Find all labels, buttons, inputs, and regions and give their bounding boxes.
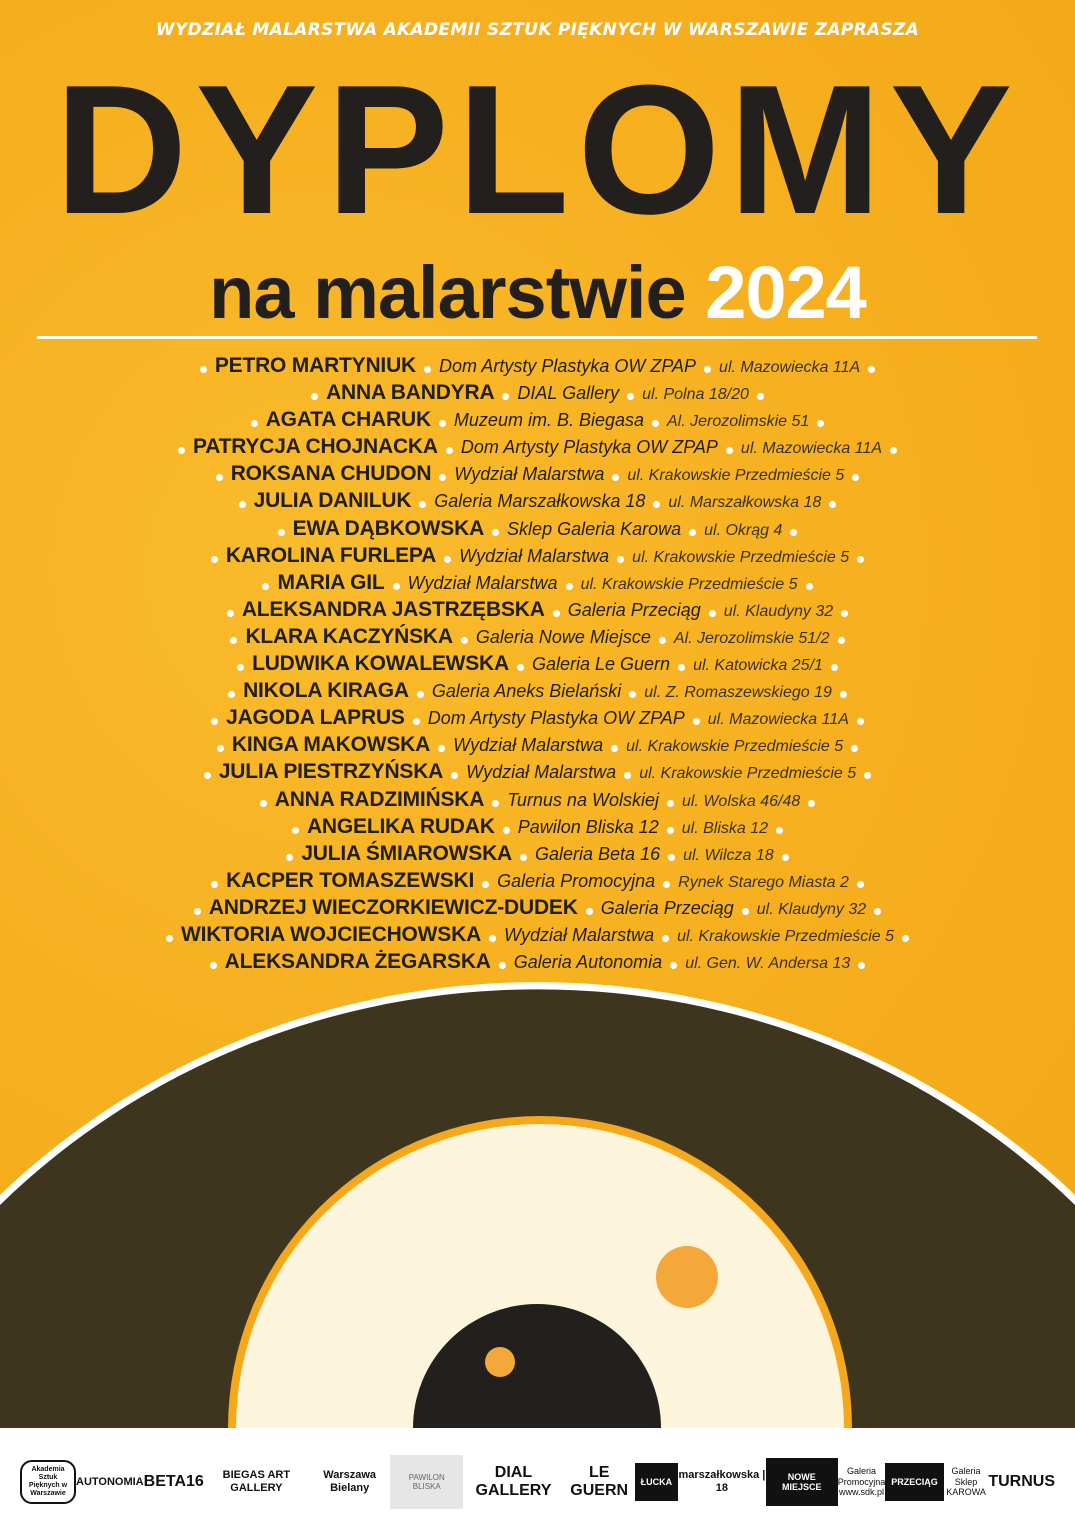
venue-address: ul. Marszałkowska 18 — [668, 494, 822, 512]
sponsor-logo: Warszawa Bielany — [323, 1469, 377, 1494]
venue-address: ul. Klaudyny 32 — [756, 900, 867, 918]
sponsor-logo: BIEGAS ART GALLERY — [222, 1469, 291, 1494]
venue-address: ul. Mazowiecka 11A — [740, 440, 883, 458]
poster-subtitle: WYDZIAŁ MALARSTWA AKADEMII SZTUK PIĘKNYCH W WARSZAWIE ZAPRASZA — [155, 20, 920, 40]
venue-name: Galeria Marszałkowska 18 — [434, 491, 646, 512]
sponsor-logo: ŁUCKA — [635, 1463, 679, 1501]
venue-address: ul. Bliska 12 — [681, 819, 769, 837]
sponsor-logo: PAWILON BLISKA — [390, 1455, 463, 1509]
sponsor-logo: Akademia Sztuk Pięknych w Warszawie — [20, 1460, 76, 1504]
artist-name: ALEKSANDRA JASTRZĘBSKA — [241, 597, 545, 621]
venue-address: ul. Polna 18/20 — [642, 386, 749, 404]
venue-name: Dom Artysty Plastyka OW ZPAP — [427, 708, 685, 729]
artist-name: ANNA BANDYRA — [326, 381, 495, 405]
artist-name: KACPER TOMASZEWSKI — [226, 868, 475, 892]
artist-name: JULIA DANILUK — [253, 489, 412, 513]
venue-address: ul. Krakowskie Przedmieście 5 — [639, 765, 857, 783]
venue-name: Muzeum im. B. Biegasa — [453, 410, 644, 431]
artist-name: EWA DĄBKOWSKA — [292, 516, 485, 540]
venue-address: Rynek Starego Miasta 2 — [678, 873, 849, 891]
artist-name: ROKSANA CHUDON — [230, 462, 432, 486]
sponsor-logo: Galeria Sklep KAROWA — [946, 1466, 986, 1498]
venue-name: Galeria Aneks Bielański — [431, 681, 622, 702]
venue-name: DIAL Gallery — [517, 383, 620, 404]
poster-title: DYPLOMY — [54, 46, 1021, 252]
sponsor-logo: BETA16 — [143, 1472, 204, 1490]
artist-name: MARIA GIL — [277, 570, 385, 594]
venue-address: ul. Krakowskie Przedmieście 5 — [627, 467, 845, 485]
sponsor-logo: Galeria Promocyjna www.sdk.pl — [837, 1466, 886, 1498]
sponsor-logo: DIAL GALLERY — [475, 1463, 552, 1499]
artist-name: WIKTORIA WOJCIECHOWSKA — [180, 922, 482, 946]
artist-name: ANGELIKA RUDAK — [306, 814, 495, 838]
artist-name: AGATA CHARUK — [265, 408, 431, 432]
venue-name: Galeria Beta 16 — [535, 843, 661, 864]
venue-name: Wydział Malarstwa — [454, 464, 605, 485]
venue-address: Al. Jerozolimskie 51/2 — [673, 629, 830, 647]
venue-address: ul. Klaudyny 32 — [723, 602, 834, 620]
venue-name: Wydział Malarstwa — [504, 924, 655, 945]
venue-address: ul. Mazowiecka 11A — [719, 359, 861, 376]
venue-name: Galeria Autonomia — [513, 952, 663, 973]
sponsor-logo: marszałkowska | 18 — [678, 1469, 766, 1494]
venue-name: Galeria Nowe Miejsce — [475, 626, 651, 647]
artist-name: NIKOLA KIRAGA — [243, 679, 409, 703]
artist-name: JULIA PIESTRZYŃSKA — [218, 760, 444, 784]
artist-name: PATRYCJA CHOJNACKA — [192, 435, 438, 459]
sponsor-logo: LE GUERN — [570, 1463, 629, 1499]
artist-name: ALEKSANDRA ŻEGARSKA — [224, 950, 491, 974]
venue-name: Galeria Przeciąg — [600, 897, 734, 918]
artist-name: KAROLINA FURLEPA — [225, 543, 437, 567]
sponsor-logos — [0, 1428, 1075, 1536]
sponsor-logo: TURNUS — [988, 1472, 1055, 1490]
title-subline: na malarstwie — [209, 251, 686, 334]
venue-address: ul. Wilcza 18 — [683, 846, 774, 864]
title-year: 2024 — [705, 251, 866, 334]
orange-dot-small — [485, 1347, 515, 1377]
artist-name: PETRO MARTYNIUK — [214, 354, 416, 377]
venue-name: Galeria Le Guern — [531, 654, 671, 675]
venue-address: ul. Krakowskie Przedmieście 5 — [626, 738, 844, 756]
artist-name: ANNA RADZIMIŃSKA — [274, 787, 485, 811]
orange-dot-large — [656, 1246, 718, 1308]
venue-name: Sklep Galeria Karowa — [507, 518, 682, 539]
venue-name: Dom Artysty Plastyka OW ZPAP — [460, 437, 718, 458]
venue-address: ul. Mazowiecka 11A — [707, 711, 849, 729]
venue-address: ul. Krakowskie Przedmieście 5 — [632, 548, 850, 566]
artist-name: LUDWIKA KOWALEWSKA — [252, 652, 509, 676]
venue-address: ul. Krakowskie Przedmieście 5 — [580, 575, 798, 593]
venue-address: ul. Okrąg 4 — [704, 521, 783, 539]
sponsor-logo: PRZECIĄG — [885, 1463, 944, 1501]
venue-name: Wydział Malarstwa — [453, 735, 604, 756]
sponsor-logo: AUTONOMIA — [76, 1475, 144, 1488]
artist-name: KINGA MAKOWSKA — [231, 733, 431, 757]
venue-address: ul. Katowicka 25/1 — [693, 657, 823, 675]
venue-address: ul. Krakowskie Przedmieście 5 — [677, 927, 895, 945]
venue-name: Wydział Malarstwa — [466, 762, 617, 783]
venue-address: ul. Z. Romaszewskiego 19 — [644, 684, 832, 702]
artist-name: JULIA ŚMIAROWSKA — [301, 841, 513, 865]
venue-name: Pawilon Bliska 12 — [517, 816, 659, 837]
sponsor-logo: NOWE MIEJSCE — [766, 1458, 838, 1507]
venue-name: Turnus na Wolskiej — [507, 789, 659, 810]
artist-name: KLARA KACZYŃSKA — [245, 624, 453, 648]
venue-name: Wydział Malarstwa — [407, 572, 558, 593]
venue-name: Dom Artysty Plastyka OW ZPAP — [439, 356, 697, 376]
venue-address: ul. Wolska 46/48 — [681, 792, 801, 810]
venue-name: Galeria Promocyjna — [497, 870, 656, 891]
venue-name: Wydział Malarstwa — [459, 545, 610, 566]
venue-address: ul. Gen. W. Andersa 13 — [685, 955, 851, 973]
artist-name: JAGODA LAPRUS — [226, 706, 405, 730]
artist-name: ANDRZEJ WIECZORKIEWICZ-DUDEK — [208, 895, 578, 919]
venue-name: Galeria Przeciąg — [567, 599, 701, 620]
venue-address: Al. Jerozolimskie 51 — [667, 413, 810, 431]
